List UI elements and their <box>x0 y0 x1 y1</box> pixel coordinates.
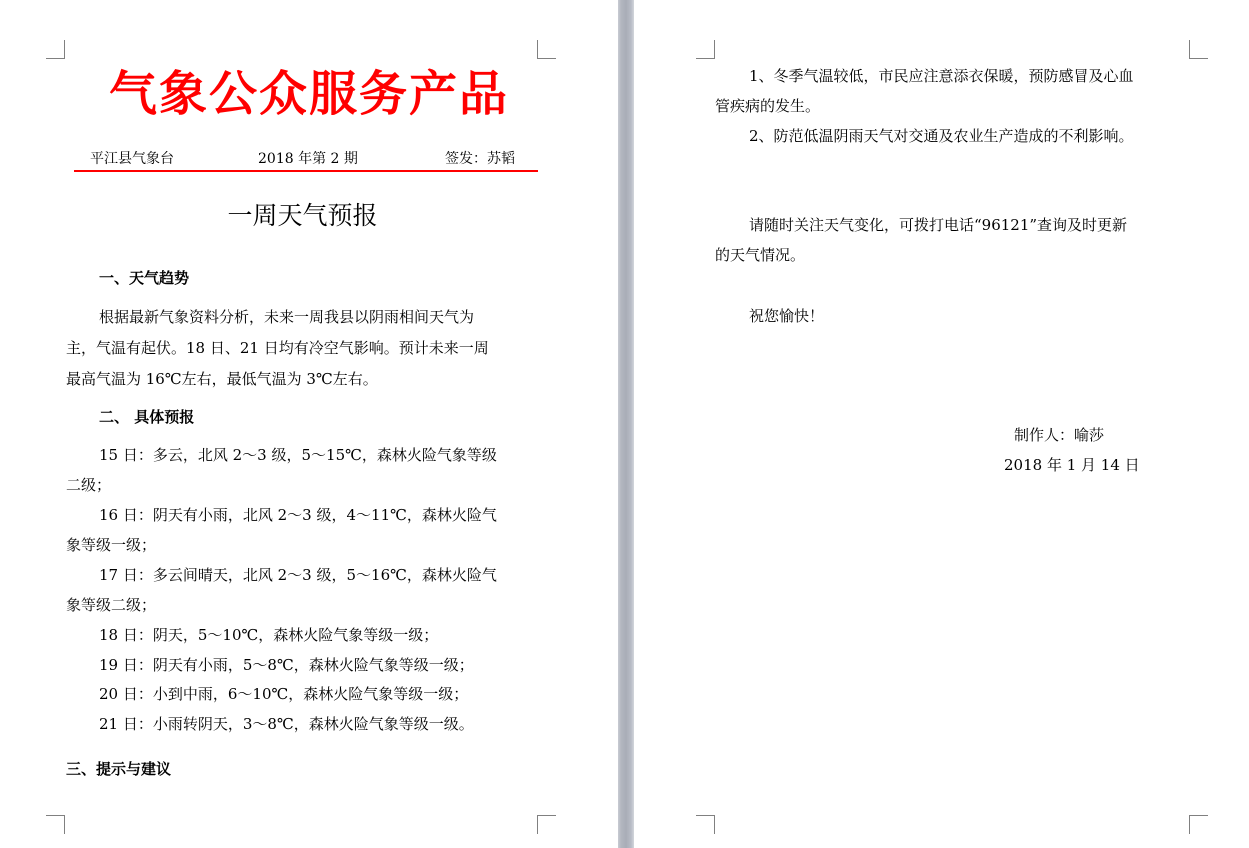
document-page-2 <box>634 0 1249 848</box>
forecast-line: 象等级一级； <box>66 536 157 554</box>
header-red-rule <box>74 170 538 172</box>
crop-mark-bottom-left <box>46 815 65 834</box>
section-heading-tips: 三、提示与建议 <box>66 760 172 778</box>
document-page-1 <box>0 0 618 848</box>
tip-line: 1、冬季气温较低，市民应注意添衣保暖，预防感冒及心血 <box>749 67 1134 85</box>
paragraph-line: 根据最新气象资料分析，未来一周我县以阴雨相间天气为 <box>99 308 475 326</box>
issue-signer: 签发：苏韬 <box>445 151 515 167</box>
crop-mark-top-left <box>696 40 715 59</box>
forecast-line: 二级； <box>66 476 112 494</box>
forecast-line: 象等级二级； <box>66 596 157 614</box>
contact-line: 的天气情况。 <box>715 246 806 264</box>
paragraph-line: 主，气温有起伏。18 日、21 日均有冷空气影响。预计未来一周 <box>66 339 489 357</box>
issue-number: 2018 年第 2 期 <box>258 151 358 167</box>
paragraph-line: 最高气温为 16℃左右，最低气温为 3℃左右。 <box>66 370 378 388</box>
crop-mark-bottom-right <box>1189 815 1208 834</box>
forecast-line: 18 日：阴天，5～10℃，森林火险气象等级一级； <box>99 626 439 644</box>
contact-line: 请随时关注天气变化，可拨打电话“96121”查询及时更新 <box>749 216 1128 234</box>
document-title: 一周天气预报 <box>227 201 378 230</box>
crop-mark-top-left <box>46 40 65 59</box>
section-heading-forecast: 二、 具体预报 <box>99 408 195 426</box>
page-gutter <box>618 0 634 848</box>
date-line: 2018 年 1 月 14 日 <box>1004 456 1140 474</box>
crop-mark-top-right <box>1189 40 1208 59</box>
crop-mark-top-right <box>537 40 556 59</box>
forecast-line: 17 日：多云间晴天，北风 2～3 级，5～16℃，森林火险气 <box>99 566 497 584</box>
crop-mark-bottom-left <box>696 815 715 834</box>
forecast-line: 20 日：小到中雨，6～10℃，森林火险气象等级一级； <box>99 685 469 703</box>
issuing-organization: 平江县气象台 <box>90 151 174 167</box>
tip-line: 2、防范低温阴雨天气对交通及农业生产造成的不利影响。 <box>749 127 1134 145</box>
forecast-line: 19 日：阴天有小雨，5～8℃，森林火险气象等级一级； <box>99 656 474 674</box>
crop-mark-bottom-right <box>537 815 556 834</box>
forecast-line: 15 日：多云，北风 2～3 级，5～15℃，森林火险气象等级 <box>99 446 497 464</box>
author-line: 制作人：喻莎 <box>1014 426 1105 444</box>
tip-line: 管疾病的发生。 <box>715 97 821 115</box>
forecast-line: 21 日：小雨转阴天，3～8℃，森林火险气象等级一级。 <box>99 715 474 733</box>
closing-greeting: 祝您愉快！ <box>749 307 825 325</box>
section-heading-trend: 一、天气趋势 <box>99 269 190 287</box>
masthead-title: 气象公众服务产品 <box>108 66 509 122</box>
forecast-line: 16 日：阴天有小雨，北风 2～3 级，4～11℃，森林火险气 <box>99 506 497 524</box>
